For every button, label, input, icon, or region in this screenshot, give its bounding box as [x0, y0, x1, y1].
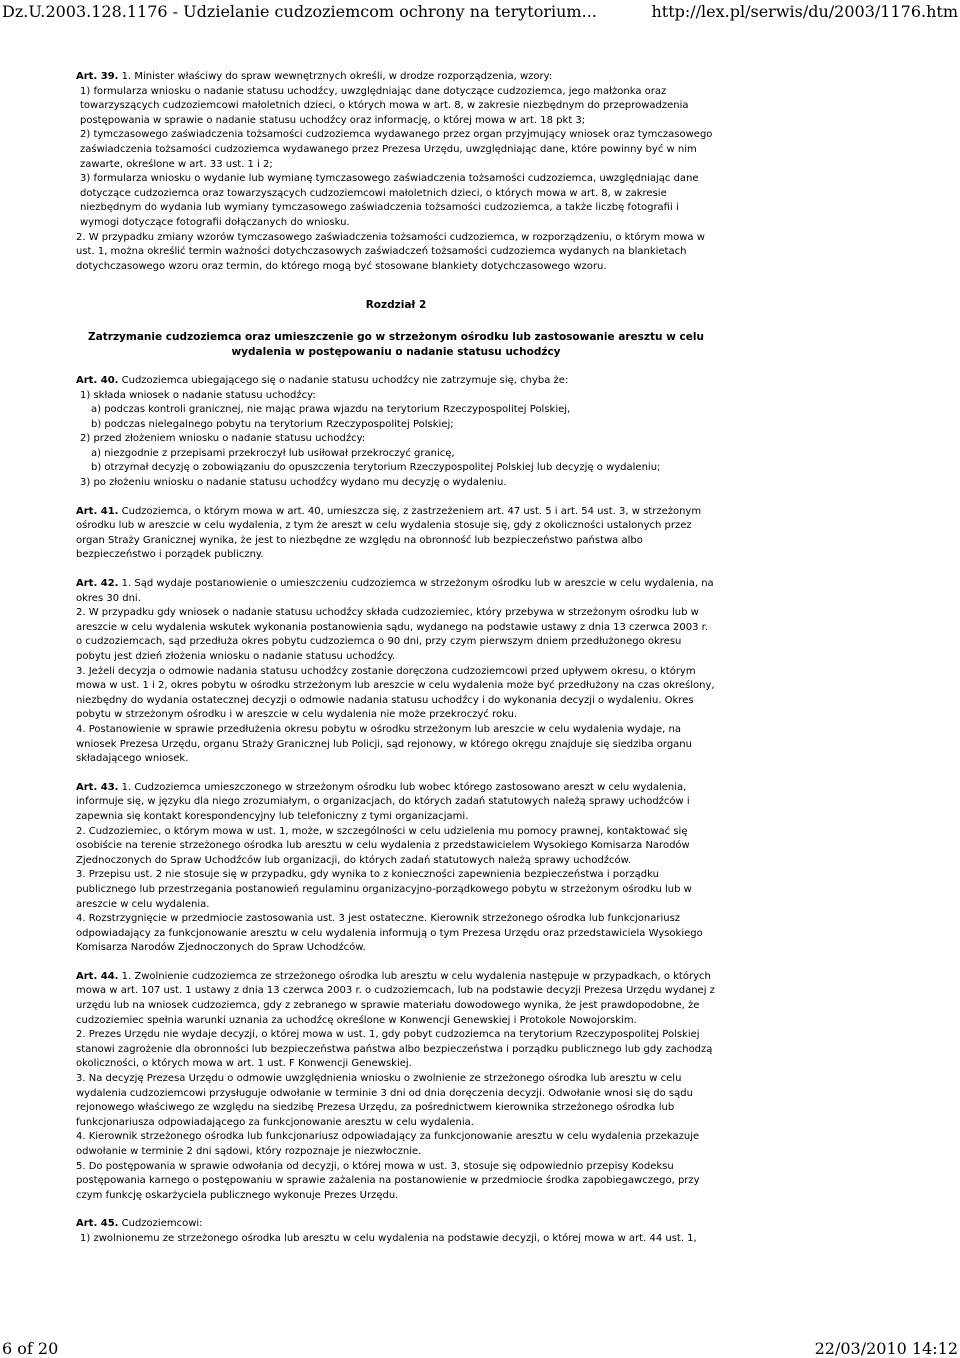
art-44-p5: 5. Do postępowania w sprawie odwołania od decyzji, o której mowa w ust. 3, stosuje się odpowiednio przepisy Kodeksu postępowania karnego o postępowaniu w sprawie zażalenia na postanowienie w przedmiocie środka zapobiegawczego, przy czym funkcję oskarżyciela publicznego wykonuje Prezes Urzędu.: [76, 1160, 700, 1201]
art-40-item-1a: a) podczas kontroli granicznej, nie mając prawa wjazdu na terytorium Rzeczypospolitej Polskiej,: [91, 404, 571, 416]
art-39-item-2: 2) tymczasowego zaświadczenia tożsamości cudzoziemca wydawanego przez organ przyjmujący wniosek oraz tymczasowego zaświadczenia tożsamości cudzoziemca wydawanego przez Prezesa Urzędu, uwzględniając dane, które powinny być w nim zawarte, określone w art. 33 ust. 1 i 2;: [80, 129, 713, 170]
art-40-item-2b: b) otrzymał decyzję o zobowiązaniu do opuszczenia terytorium Rzeczypospolitej Polskiej lub decyzję o wydaleniu;: [91, 462, 661, 474]
page-url[interactable]: http://lex.pl/serwis/du/2003/1176.htm: [651, 2, 958, 21]
art-40-item-2: 2) przed złożeniem wniosku o nadanie statusu uchodźcy:: [80, 433, 366, 445]
art-43-p2: 2. Cudzoziemiec, o którym mowa w ust. 1, może, w szczególności w celu udzielenia mu pomocy prawnej, kontaktować się osobiście na terenie strzeżonego ośrodka lub aresztu w celu wydalenia z przedstawicielem Wysokiego Komisarza Narodów Zjednoczonych do Spraw Uchodźców lub organizacji, do których zadań statutowych należą sprawy uchodźców.: [76, 825, 690, 866]
page-footer: [0, 1339, 960, 1357]
art-43-label: Art. 43.: [76, 781, 119, 793]
art-40-item-3: 3) po złożeniu wniosku o nadanie statusu uchodźcy wydano mu decyzję o wydaleniu.: [80, 477, 507, 489]
art-41-p1: Art. 41. Cudzoziemca, o którym mowa w art. 40, umieszcza się, z zastrzeżeniem art. 47 ust. 5 i art. 54 ust. 3, w strzeżonym ośrodku lub w areszcie w celu wydalenia, z tym że areszt w celu wydalenia stosuje się, gdy z okoliczności ustalonych przez organ Straży Granicznej wynika, że jest to niezbędne ze względu na obronność lub bezpieczeństwo państwa albo bezpieczeństwo i porządek publiczny.: [76, 505, 702, 561]
art-39-item-1: 1) formularza wniosku o nadanie statusu uchodźcy, uwzględniając dane dotyczące cudzoziemca, jego małżonka oraz towarzyszących cudzoziemcowi małoletnich dzieci, o których mowa w art. 8, w zakresie niezbędnym do przeprowadzenia postępowania w sprawie o nadanie statusu uchodźcy oraz informację, o której mowa w art. 18 pkt 3;: [80, 85, 689, 126]
art-43-p1: Art. 43. 1. Cudzoziemca umieszczonego w strzeżonym ośrodku lub wobec którego zastosowano areszt w celu wydalenia, informuje się, w języku dla niego zrozumiałym, o organizacjach, do których zadań statutowych należą sprawy uchodźców i zapewnia się kontakt korespondencyjny lub telefoniczny z tymi organizacjami.: [76, 781, 690, 822]
art-40-item-1: 1) składa wniosek o nadanie statusu uchodźcy:: [80, 389, 316, 401]
page-header: [0, 2, 960, 24]
chapter-number: Rozdział 2: [365, 299, 427, 312]
art-41-label: Art. 41.: [76, 505, 119, 517]
art-39-item-3: 3) formularza wniosku o wydanie lub wymianę tymczasowego zaświadczenia tożsamości cudzoziemca, uwzględniając dane dotyczące cudzoziemca oraz towarzyszących cudzoziemcowi małoletnich dzieci, o których mowa w art. 8, w zakresie niezbędnym do wydania lub wymiany tymczasowego zaświadczenia tożsamości cudzoziemca, a także liczbę fotografii i wymogi dotyczące fotografii dołączanych do wniosku.: [80, 173, 699, 228]
art-43-p4: 4. Rozstrzygnięcie w przedmiocie zastosowania ust. 3 jest ostateczne. Kierownik strzeżonego ośrodka lub funkcjonariusz odpowiadający za funkcjonowanie aresztu w celu wydalenia informują o tym Prezesa Urzędu oraz przedstawiciela Wysokiego Komisarza Narodów Zjednoczonych do Spraw Uchodźców.: [76, 913, 703, 954]
art-40-item-1b: b) podczas nielegalnego pobytu na terytorium Rzeczypospolitej Polskiej;: [91, 418, 454, 430]
art-39-p2: 2. W przypadku zmiany wzorów tymczasowego zaświadczenia tożsamości cudzoziemca, w rozporządzeniu, o którym mowa w ust. 1, można określić termin ważności dotychczasowych zaświadczeń tożsamości cudzoziemca wydanych na blankietach dotychczasowego wzoru oraz termin, do którego mogą być stosowane blankiety dotychczasowego wzoru.: [76, 231, 705, 272]
art-42-p1: Art. 42. 1. Sąd wydaje postanowienie o umieszczeniu cudzoziemca w strzeżonym ośrodku lub w areszcie w celu wydalenia, na okres 30 dni.: [76, 578, 714, 604]
art-44-p2: 2. Prezes Urzędu nie wydaje decyzji, o której mowa w ust. 1, gdy pobyt cudzoziemca na terytorium Rzeczypospolitej Polskiej stanowi zagrożenie dla obronności lub bezpieczeństwa państwa albo bezpieczeństwa i porządku publicznego lub gdy zachodzą okoliczności, o których mowa w art. 1 ust. F Konwencji Genewskiej.: [76, 1029, 713, 1070]
art-45-p1: Art. 45. Cudzoziemcowi:: [76, 1218, 203, 1230]
chapter-title: Zatrzymanie cudzoziemca oraz umieszczenie go w strzeżonym ośrodku lub zastosowanie aresztu w celu wydalenia w postępowaniu o nadanie statusu uchodźcy: [88, 330, 704, 358]
art-44-p3: 3. Na decyzję Prezesa Urzędu o odmowie uwzględnienia wniosku o zwolnienie ze strzeżonego ośrodka lub aresztu w celu wydalenia cudzoziemcowi przysługuje odwołanie w terminie 3 dni od dnia doręczenia decyzji. Odwołanie wnosi się do sądu rejonowego właściwego ze względu na siedzibę Prezesa Urzędu, za pośrednictwem kierownika strzeżonego ośrodka lub funkcjonariusza odpowiadającego za funkcjonowanie aresztu w celu wydalenia.: [76, 1073, 693, 1128]
art-42-p4: 4. Postanowienie w sprawie przedłużenia okresu pobytu w ośrodku strzeżonym lub areszcie w celu wydalenia wydaje, na wniosek Prezesa Urzędu, organu Straży Granicznej lub Policji, sąd rejonowy, w którego okręgu znajduje się siedziba organu składającego wniosek.: [76, 723, 692, 765]
art-42-p3: 3. Jeżeli decyzja o odmowie nadania statusu uchodźcy zostanie doręczona cudzoziemcowi przed upływem okresu, o którym mowa w ust. 1 i 2, okres pobytu w ośrodku strzeżonym lub areszcie w celu wydalenia może być przedłużony na czas określony, niezbędny do wydania ostatecznej decyzji o odmowie nadania statusu uchodźcy i do wykonania decyzji o wydaleniu. Okres pobytu w strzeżonym ośrodku i w areszcie w celu wydalenia nie może przekroczyć roku.: [76, 665, 715, 721]
art-42-p2: 2. W przypadku gdy wniosek o nadanie statusu uchodźcy składa cudzoziemiec, który przebywa w strzeżonym ośrodku lub w areszcie w celu wydalenia wskutek wykonania postanowienia sądu, wydanego na podstawie ustawy z dnia 13 czerwca 2003 r. o cudzoziemcach, sąd przedłuża okres pobytu cudzoziemca o 90 dni, przy czym pierwszym dniem przedłużonego okresu pobytu jest dzień złożenia wniosku o nadanie statusu uchodźcy.: [76, 607, 709, 662]
art-44-p4: 4. Kierownik strzeżonego ośrodka lub funkcjonariusz odpowiadający za funkcjonowanie aresztu w celu wydalenia przekazuje odwołanie w terminie 2 dni sądowi, który rozpoznaje je niezwłocznie.: [76, 1131, 700, 1157]
document-title: Dz.U.2003.128.1176 - Udzielanie cudzoziemcom ochrony na terytorium...: [2, 2, 597, 21]
art-45-item-1: 1) zwolnionemu ze strzeżonego ośrodka lub aresztu w celu wydalenia na podstawie decyzji, o której mowa w art. 44 ust. 1,: [80, 1232, 697, 1244]
art-40-p1: Art. 40. Cudzoziemca ubiegającego się o nadanie statusu uchodźcy nie zatrzymuje się, chyba że:: [76, 374, 569, 386]
art-44-label: Art. 44.: [76, 970, 119, 982]
art-45-label: Art. 45.: [76, 1218, 119, 1230]
art-39-p1: Art. 39. 1. Minister właściwy do spraw wewnętrznych określi, w drodze rozporządzenia, wzory:: [76, 71, 553, 82]
page-counter: 6 of 20: [2, 1339, 59, 1358]
document-body: [76, 70, 716, 1247]
art-44-p1: Art. 44. 1. Zwolnienie cudzoziemca ze strzeżonego ośrodka lub aresztu w celu wydalenia następuje w przypadkach, o których mowa w art. 107 ust. 1 ustawy z dnia 13 czerwca 2003 r. o cudzoziemcach, lub na podstawie decyzji Prezesa Urzędu wydanej z urzędu lub na wniosek cudzoziemca, gdy z zebranego w sprawie materiału dowodowego wynika, że jest prawdopodobne, że cudzoziemiec spełnia warunki uznania za uchodźcę określone w Konwencji Genewskiej i Protokole Nowojorskim.: [76, 970, 715, 1026]
art-40-label: Art. 40.: [76, 374, 119, 386]
art-43-p3: 3. Przepisu ust. 2 nie stosuje się w przypadku, gdy wynika to z konieczności zapewnienia bezpieczeństwa i porządku publicznego lub przestrzegania postanowień regulaminu organizacyjno-porządkowego pobytu w strzeżonym ośrodku lub w areszcie w celu wydalenia.: [76, 869, 692, 910]
print-timestamp: 22/03/2010 14:12: [814, 1339, 958, 1358]
art-39-label: Art. 39.: [76, 71, 119, 82]
art-40-item-2a: a) niezgodnie z przepisami przekroczył lub usiłował przekroczyć granicę,: [91, 447, 455, 459]
art-42-label: Art. 42.: [76, 578, 119, 590]
